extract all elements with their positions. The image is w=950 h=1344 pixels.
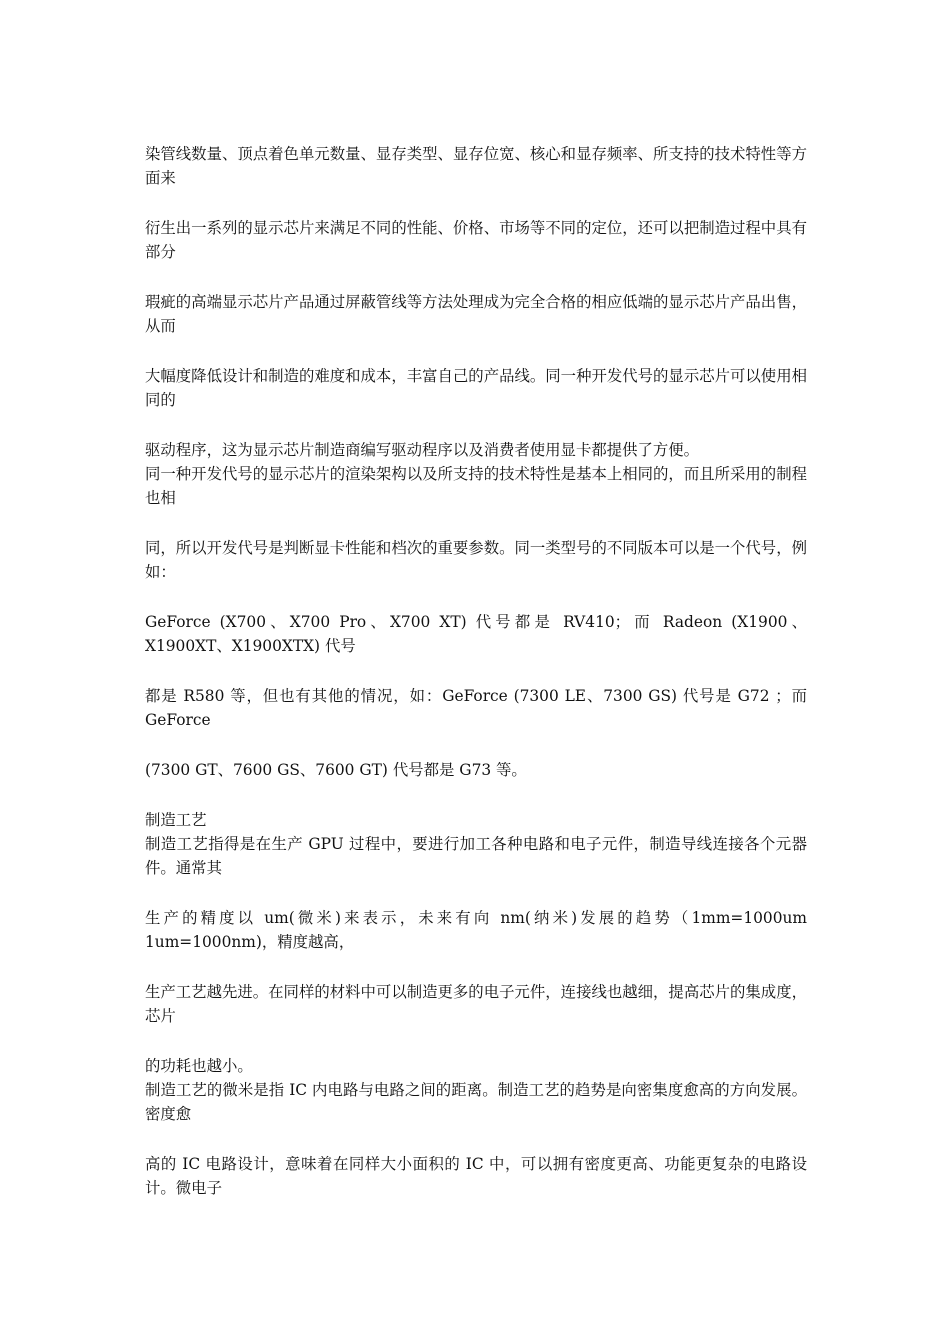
paragraph: 同一种开发代号的显示芯片的渲染架构以及所支持的技术特性是基本上相同的，而且所采用的制程也相 — [145, 465, 807, 507]
paragraph: 衍生出一系列的显示芯片来满足不同的性能、价格、市场等不同的定位，还可以把制造过程中具有部分 — [145, 219, 807, 261]
paragraph: 生产的精度以 um(微米)来表示，未来有向 nm(纳米)发展的趋势（1mm=1000um 1um=1000nm)，精度越高， — [145, 909, 807, 951]
paragraph: GeForce (X700、X700 Pro、X700 XT) 代号都是 RV410；而 Radeon (X1900、X1900XT、X1900XTX) 代号 — [145, 613, 807, 655]
paragraph: 瑕疵的高端显示芯片产品通过屏蔽管线等方法处理成为完全合格的相应低端的显示芯片产品出售，从而 — [145, 293, 807, 335]
paragraph: 制造工艺指得是在生产 GPU 过程中，要进行加工各种电路和电子元件，制造导线连接各个元器件。通常其 — [145, 835, 807, 877]
document-body — [145, 142, 807, 1226]
paragraph: 同，所以开发代号是判断显卡性能和档次的重要参数。同一类型号的不同版本可以是一个代号，例如： — [145, 539, 807, 581]
paragraph: 大幅度降低设计和制造的难度和成本，丰富自己的产品线。同一种开发代号的显示芯片可以使用相同的 — [145, 367, 807, 409]
paragraph: 制造工艺的微米是指 IC 内电路与电路之间的距离。制造工艺的趋势是向密集度愈高的方向发展。密度愈 — [145, 1081, 807, 1123]
paragraph: 的功耗也越小。 — [145, 1057, 253, 1075]
paragraph: 高的 IC 电路设计，意味着在同样大小面积的 IC 中，可以拥有密度更高、功能更复杂的电路设计。微电子 — [145, 1155, 807, 1197]
paragraph: 生产工艺越先进。在同样的材料中可以制造更多的电子元件，连接线也越细，提高芯片的集成度，芯片 — [145, 983, 807, 1025]
paragraph: 驱动程序，这为显示芯片制造商编写驱动程序以及消费者使用显卡都提供了方便。 — [145, 441, 700, 459]
paragraph: (7300 GT、7600 GS、7600 GT) 代号都是 G73 等。 — [145, 761, 527, 779]
paragraph: 都是 R580 等，但也有其他的情况，如：GeForce (7300 LE、7300 GS) 代号是 G72 ；而 GeForce — [145, 687, 807, 729]
paragraph: 染管线数量、顶点着色单元数量、显存类型、显存位宽、核心和显存频率、所支持的技术特性等方面来 — [145, 145, 807, 187]
paragraph: 制造工艺 — [145, 811, 207, 829]
